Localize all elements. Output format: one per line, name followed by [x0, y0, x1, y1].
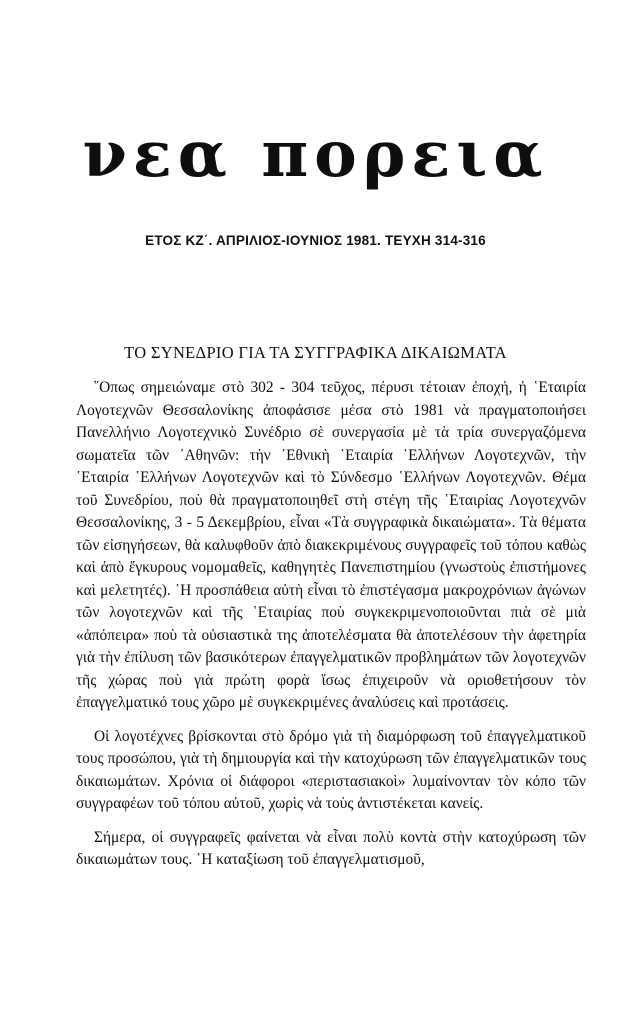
journal-masthead: νεα πορεια: [82, 117, 549, 192]
paragraph: Οἱ λογοτέχνες βρίσκονται στὸ δρόμο γιὰ τὴ διαμόρφωση τοῦ ἐπαγγελματικοῦ τους προσώπου, γιὰ τὴ δημιουργία καὶ τὴν κατοχύρωση τῶν ἐπαγγελματικῶν τους δικαιωμάτων. Χρόνια οἱ διάφοροι «περιστασιακοὶ» λυμαίνονταν τὸν κόπο τῶν συγγραφέων τοῦ τόπου αὐτοῦ, χωρὶς νὰ τοὺς ἀντιστέκεται κανείς.: [76, 727, 586, 812]
article-body: [76, 377, 586, 883]
paragraph: ῞Οπως σημειώναμε στὸ 302 - 304 τεῦχος, πέρυσι τέτοιαν ἐποχή, ἡ ῾Εταιρία Λογοτεχνῶν Θεσσαλονίκης ἀποφάσισε μέσα στὸ 1981 νὰ πραγματοποιήσει Πανελλήνιο Λογοτεχνικὸ Συνέδριο σὲ συνεργασία μὲ τὰ τρία συνεργαζόμενα σωματεῖα τῶν ᾿Αθηνῶν: τὴν ᾿Εθνικὴ ῾Εταιρία ῾Ελλήνων Λογοτεχνῶν, τὴν ῾Εταιρία ῾Ελλήνων Λογοτεχνῶν καὶ τὸ Σύνδεσμο ῾Ελλήνων Λογοτεχνῶν. Θέμα τοῦ Συνεδρίου, ποὺ θὰ πραγματοποιηθεῖ στὴ στέγη τῆς ῾Εταιρίας Λογοτεχνῶν Θεσσαλονίκης, 3 - 5 Δεκεμβρίου, εἶναι «Τὰ συγγραφικὰ δικαιώματα». Τὰ θέματα τῶν εἰσηγήσεων, θὰ καλυφθοῦν ἀπὸ διακεκριμένους συγγραφεῖς τοῦ τόπου καθὼς καὶ ἀπὸ ἔγκυρους νομομαθεῖς, καθηγητὲς Πανεπιστημίου (γνωστοὺς ἐπιστήμονες καὶ μελετητές). ῾Η προσπάθεια αὐτὴ εἶναι τὸ ἐπιστέγασμα μακροχρόνιων ἀγώνων τῶν λογοτεχνῶν καὶ τῆς ῾Εταιρίας ποὺ συγκεκριμενοποιοῦνται πιὰ σὲ μιὰ «ἀπόπειρα» ποὺ τὰ οὐσιαστικὰ της ἀποτελέσματα θὰ ἀποτελέσουν τὴν ἀφετηρία γιὰ τὴν ἐπίλυση τῶν βασικότερων ἐπαγγελματικῶν προβλημάτων τῶν λογοτεχνῶν τῆς χώρας ποὺ γιὰ πρώτη φορὰ ἴσως ἐπιχειροῦν νὰ οριοθετήσουν τὸν ἐπαγγελματικό τους χῶρο μὲ συγκεκριμένες ἀναλύσεις καὶ προτάσεις.: [76, 379, 586, 711]
article-title: ΤΟ ΣΥΝΕΔΡΙΟ ΓΙΑ ΤΑ ΣΥΓΓΡΑΦΙΚΑ ΔΙΚΑΙΩΜΑΤΑ: [124, 343, 507, 362]
paragraph: Σήμερα, οἱ συγγραφεῖς φαίνεται νὰ εἶναι πολὺ κοντὰ στὴν κατοχύρωση τῶν δικαιωμάτων τους. ῾Η καταξίωση τοῦ ἐπαγγελματισμοῦ,: [76, 828, 586, 868]
issue-info: ΕΤΟΣ ΚΖ΄. ΑΠΡΙΛΙΟΣ-ΙΟΥΝΙΟΣ 1981. ΤΕΥΧΗ 314-316: [145, 233, 486, 248]
